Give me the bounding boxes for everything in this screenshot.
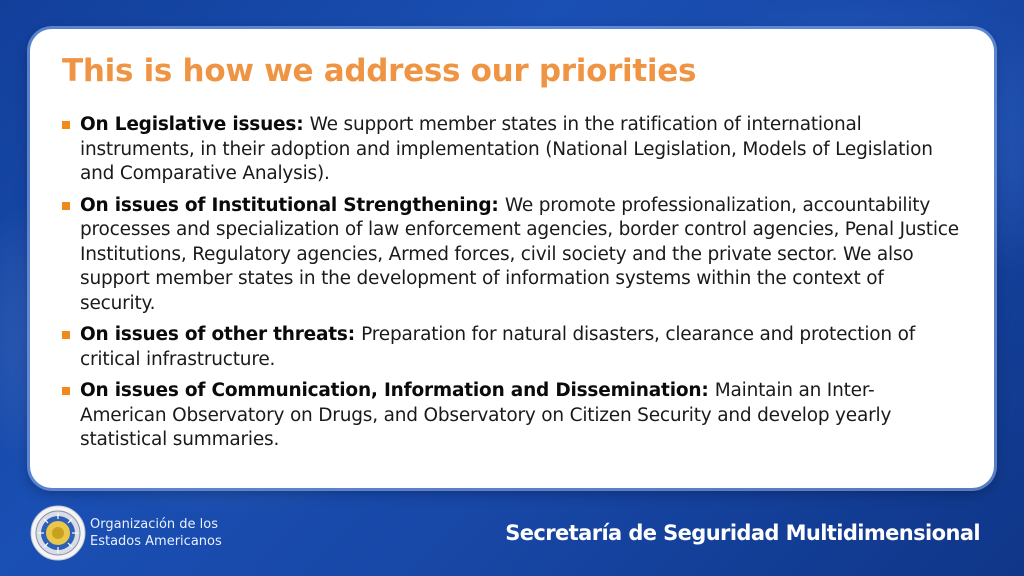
square-bullet-icon <box>62 121 70 129</box>
bullet-text: Preparation for natural disasters, clearance and protection of critical infrastructure. <box>80 324 916 370</box>
bullet-item-institutional <box>60 194 960 317</box>
bullet-list <box>60 113 960 460</box>
organization-name-line-1: Organización de los <box>90 517 219 532</box>
square-bullet-icon <box>62 331 70 339</box>
secretariat-name: Secretaría de Seguridad Multidimensional <box>505 521 980 545</box>
bullet-heading: On Legislative issues: <box>80 114 310 135</box>
bullet-item-communication <box>60 379 960 453</box>
organization-name-line-2: Estados Americanos <box>90 534 222 549</box>
bullet-text: Maintain an Inter-American Observatory on Drugs, and Observatory on Citizen Security and develop yearly statistical summaries. <box>80 380 892 450</box>
bullet-heading: On issues of Communication, Information and Dissemination: <box>80 380 715 401</box>
square-bullet-icon <box>62 387 70 395</box>
bullet-heading: On issues of other threats: <box>80 324 362 345</box>
content-panel <box>30 29 994 488</box>
bullet-text: We promote professionalization, accountability processes and specialization of law enforcement agencies, border control agencies, Penal Justice Institutions, Regulatory agencies, Armed forces, civil society and the private sector. We also support member states in the development of information systems within the context of security. <box>80 194 959 314</box>
bullet-heading: On issues of Institutional Strengthening: <box>80 194 505 216</box>
organization-name <box>90 516 222 550</box>
slide-title: This is how we address our priorities <box>62 53 697 89</box>
square-bullet-icon <box>62 202 70 210</box>
bullet-item-other-threats <box>60 323 960 372</box>
bullet-item-legislative <box>60 113 960 187</box>
oas-seal-icon <box>30 505 86 561</box>
bullet-text: We support member states in the ratification of international instruments, in their adoption and implementation (National Legislation, Models of Legislation and Comparative Analysis). <box>80 114 933 184</box>
